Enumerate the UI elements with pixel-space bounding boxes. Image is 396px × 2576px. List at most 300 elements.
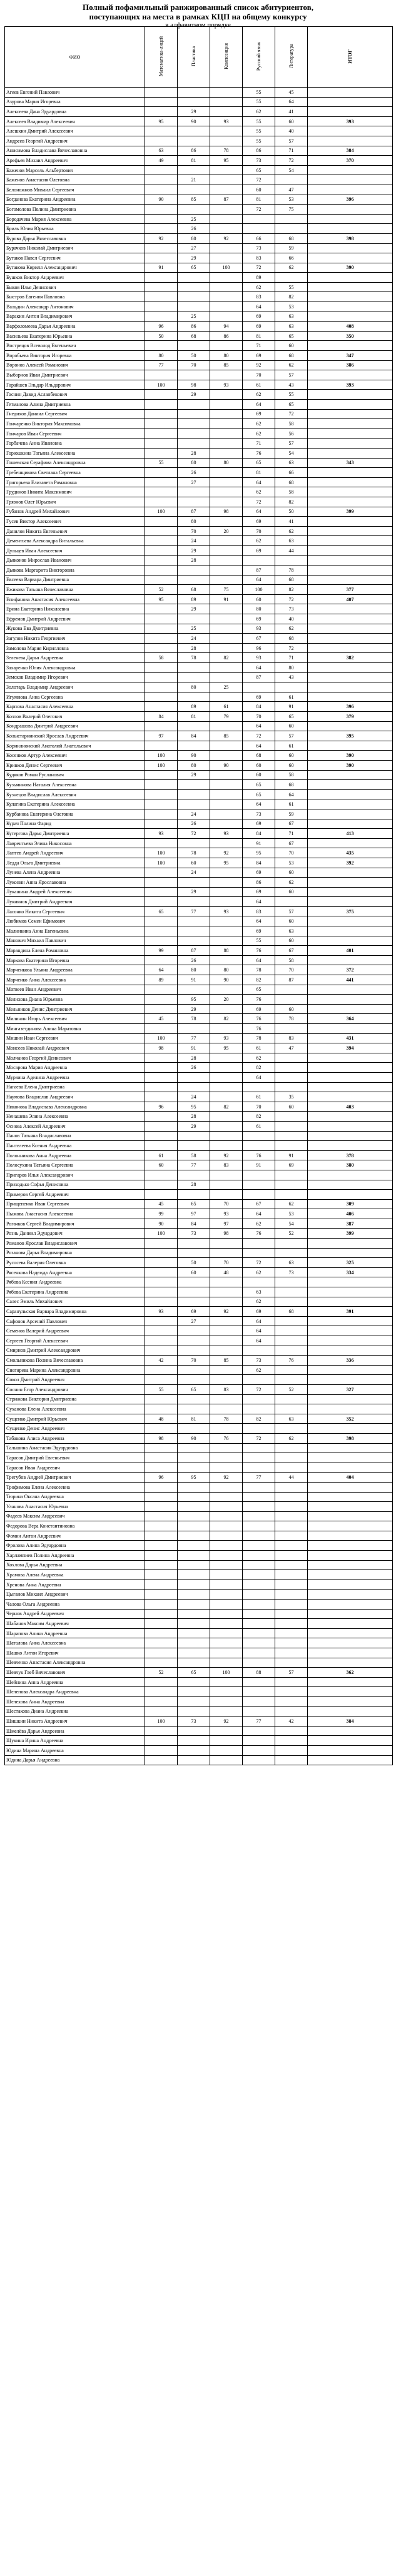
cell-fio: Бурачков Николай Дмитриевич <box>5 243 145 253</box>
cell-fio: Мишин Иван Сергеевич <box>5 1033 145 1043</box>
cell-russian: 62 <box>243 1219 275 1229</box>
cell-russian: 62 <box>243 428 275 439</box>
cell-total <box>308 214 393 224</box>
cell-total <box>308 292 393 302</box>
table-row <box>5 1424 393 1434</box>
table-row <box>5 292 393 302</box>
col-header-russian-label: Русский язык <box>256 41 261 71</box>
col-header-literature-label: Литература <box>288 44 294 69</box>
cell-total <box>308 497 393 507</box>
cell-composition: 80 <box>210 351 243 361</box>
cell-composition <box>210 1072 243 1082</box>
cell-literature: 60 <box>275 1004 308 1014</box>
cell-composition <box>210 1024 243 1034</box>
table-row <box>5 1287 393 1297</box>
cell-fio: Вальдин Александр Антонович <box>5 302 145 312</box>
cell-math <box>145 1511 178 1521</box>
cell-literature: 76 <box>275 1356 308 1366</box>
cell-math: 99 <box>145 946 178 956</box>
cell-fio: Быстров Евгения Павловна <box>5 292 145 302</box>
cell-fio: Мельников Денис Дмитриевич <box>5 1004 145 1014</box>
cell-total <box>308 1648 393 1658</box>
cell-math <box>145 273 178 283</box>
cell-fio: Дьяконов Мирослав Иванович <box>5 555 145 565</box>
cell-russian <box>243 1619 275 1629</box>
cell-russian <box>243 1677 275 1687</box>
cell-math <box>145 1297 178 1307</box>
cell-math <box>145 487 178 497</box>
cell-fio: Шарапова Алина Андреевна <box>5 1628 145 1638</box>
cell-physics: 77 <box>178 1033 210 1043</box>
cell-math: 100 <box>145 760 178 770</box>
cell-total <box>308 1696 393 1706</box>
cell-fio: Горбачева Анна Ивановна <box>5 439 145 449</box>
cell-physics <box>178 1580 210 1590</box>
cell-math <box>145 624 178 634</box>
table-row <box>5 439 393 449</box>
cell-math: 65 <box>145 906 178 916</box>
cell-literature: 53 <box>275 858 308 868</box>
cell-fio: Рябова Ксения Андреевна <box>5 1277 145 1287</box>
cell-composition <box>210 497 243 507</box>
cell-total <box>308 1063 393 1073</box>
cell-math <box>145 809 178 819</box>
cell-literature <box>275 1424 308 1434</box>
cell-math: 93 <box>145 1307 178 1317</box>
cell-literature: 58 <box>275 770 308 780</box>
cell-literature <box>275 1365 308 1375</box>
table-row <box>5 1190 393 1200</box>
cell-total <box>308 1531 393 1541</box>
cell-fio: Мингазетдинова Алина Маратовна <box>5 1024 145 1034</box>
cell-composition: 70 <box>210 1199 243 1209</box>
cell-literature: 44 <box>275 545 308 555</box>
cell-fio: Андреев Георгий Андреевич <box>5 136 145 146</box>
cell-russian: 76 <box>243 946 275 956</box>
cell-physics <box>178 419 210 429</box>
cell-math: 80 <box>145 351 178 361</box>
cell-literature: 40 <box>275 126 308 136</box>
cell-russian: 89 <box>243 273 275 283</box>
cell-russian: 69 <box>243 517 275 527</box>
cell-physics <box>178 428 210 439</box>
cell-physics: 73 <box>178 1716 210 1727</box>
cell-russian <box>243 224 275 234</box>
cell-physics: 28 <box>178 555 210 565</box>
cell-fio: Пыжова Анастасия Алексеевна <box>5 1209 145 1219</box>
cell-total <box>308 995 393 1005</box>
cell-literature <box>275 1248 308 1258</box>
cell-physics <box>178 292 210 302</box>
cell-fio: Шевченко Анастасия Александровна <box>5 1658 145 1668</box>
cell-literature: 54 <box>275 165 308 175</box>
cell-composition <box>210 428 243 439</box>
cell-composition <box>210 165 243 175</box>
cell-math <box>145 897 178 907</box>
cell-fio: Прищепенко Иван Сергеевич <box>5 1199 145 1209</box>
cell-composition <box>210 955 243 965</box>
cell-total <box>308 1755 393 1765</box>
cell-literature <box>275 1551 308 1561</box>
table-row <box>5 731 393 741</box>
table-row <box>5 594 393 604</box>
cell-total: 347 <box>308 351 393 361</box>
cell-math <box>145 1590 178 1600</box>
cell-literature: 54 <box>275 1219 308 1229</box>
table-row <box>5 1404 393 1414</box>
cell-russian <box>243 1082 275 1092</box>
cell-physics <box>178 663 210 673</box>
cell-math <box>145 341 178 351</box>
cell-literature: 68 <box>275 575 308 585</box>
cell-total <box>308 1326 393 1336</box>
cell-literature <box>275 1502 308 1512</box>
cell-physics <box>178 97 210 107</box>
cell-total <box>308 868 393 878</box>
cell-literature <box>275 1443 308 1453</box>
cell-math <box>145 497 178 507</box>
table-row <box>5 224 393 234</box>
cell-literature <box>275 224 308 234</box>
cell-physics <box>178 897 210 907</box>
cell-fio: Стрижова Виктория Дмитриевна <box>5 1394 145 1404</box>
cell-total: 384 <box>308 146 393 156</box>
cell-literature: 71 <box>275 146 308 156</box>
cell-total <box>308 273 393 283</box>
cell-total <box>308 1024 393 1034</box>
table-row <box>5 1706 393 1716</box>
cell-total: 309 <box>308 1199 393 1209</box>
cell-fio: Арефьев Михаил Андреевич <box>5 156 145 166</box>
cell-composition <box>210 614 243 624</box>
cell-fio: Пантелеева Ксения Андреевна <box>5 1141 145 1151</box>
cell-russian: 64 <box>243 897 275 907</box>
cell-russian <box>243 1696 275 1706</box>
cell-literature: 63 <box>275 926 308 936</box>
cell-math <box>145 517 178 527</box>
cell-fio: Фадеев Максим Андреевич <box>5 1511 145 1521</box>
cell-composition <box>210 1638 243 1648</box>
table-row <box>5 712 393 722</box>
table-row <box>5 146 393 156</box>
table-row <box>5 1394 393 1404</box>
cell-physics <box>178 936 210 946</box>
cell-composition: 82 <box>210 653 243 663</box>
cell-fio: Бушков Виктор Андреевич <box>5 273 145 283</box>
cell-physics: 28 <box>178 1053 210 1063</box>
cell-composition <box>210 1287 243 1297</box>
cell-fio: Матвеев Иван Андреевич <box>5 985 145 995</box>
cell-composition: 82 <box>210 1014 243 1024</box>
cell-math <box>145 1082 178 1092</box>
cell-math <box>145 205 178 215</box>
table-row <box>5 1531 393 1541</box>
cell-physics <box>178 1570 210 1580</box>
cell-math <box>145 995 178 1005</box>
table-row <box>5 1600 393 1610</box>
cell-composition <box>210 692 243 702</box>
cell-total: 380 <box>308 1160 393 1170</box>
table-row <box>5 1326 393 1336</box>
cell-composition <box>210 1375 243 1385</box>
cell-total <box>308 1687 393 1697</box>
cell-math <box>145 302 178 312</box>
cell-russian: 73 <box>243 1356 275 1366</box>
cell-physics: 26 <box>178 224 210 234</box>
cell-math <box>145 1112 178 1122</box>
cell-russian: 100 <box>243 585 275 595</box>
cell-composition <box>210 1141 243 1151</box>
cell-fio: Дементьева Александра Витальевна <box>5 536 145 546</box>
table-row <box>5 760 393 770</box>
cell-fio: Сергеев Георгий Алексеевич <box>5 1336 145 1346</box>
cell-russian <box>243 1521 275 1531</box>
cell-total <box>308 682 393 692</box>
cell-fio: Чалова Ольга Андреевна <box>5 1600 145 1610</box>
cell-math <box>145 887 178 897</box>
cell-composition <box>210 88 243 98</box>
table-row <box>5 1063 393 1073</box>
cell-fio: Трофимова Елена Алексеевна <box>5 1482 145 1492</box>
cell-composition <box>210 1609 243 1619</box>
table-row <box>5 351 393 361</box>
cell-math: 84 <box>145 712 178 722</box>
table-row <box>5 878 393 888</box>
cell-math <box>145 165 178 175</box>
cell-math <box>145 428 178 439</box>
cell-composition <box>210 741 243 751</box>
cell-total: 350 <box>308 331 393 341</box>
cell-russian <box>243 682 275 692</box>
cell-fio: Молчанов Георгий Денисович <box>5 1053 145 1063</box>
cell-literature: 68 <box>275 780 308 790</box>
cell-russian: 84 <box>243 702 275 712</box>
cell-composition <box>210 1628 243 1638</box>
cell-total: 404 <box>308 1473 393 1483</box>
cell-literature: 62 <box>275 1199 308 1209</box>
cell-fio: Шаталова Анна Алексеевна <box>5 1638 145 1648</box>
cell-russian <box>243 1628 275 1638</box>
cell-composition: 90 <box>210 975 243 985</box>
table-row <box>5 916 393 926</box>
cell-math <box>145 1696 178 1706</box>
cell-fio: Григорьева Елизавета Романовна <box>5 477 145 487</box>
cell-literature: 67 <box>275 819 308 829</box>
cell-literature <box>275 1726 308 1736</box>
cell-total: 372 <box>308 965 393 975</box>
table-row <box>5 233 393 243</box>
cell-russian: 78 <box>243 1033 275 1043</box>
cell-math <box>145 1745 178 1755</box>
cell-math <box>145 419 178 429</box>
cell-russian <box>243 1248 275 1258</box>
cell-russian: 83 <box>243 292 275 302</box>
cell-russian: 62 <box>243 107 275 117</box>
cell-russian: 93 <box>243 653 275 663</box>
cell-fio: Лунева Алена Андреевна <box>5 868 145 878</box>
cell-fio: Курбанова Екатерина Олеговна <box>5 809 145 819</box>
table-row <box>5 1658 393 1668</box>
table-row <box>5 1014 393 1024</box>
cell-fio: Гончаров Иван Сергеевич <box>5 428 145 439</box>
cell-fio: Губанов Андрей Михайлович <box>5 507 145 517</box>
cell-literature: 68 <box>275 233 308 243</box>
cell-physics <box>178 1551 210 1561</box>
cell-physics <box>178 1531 210 1541</box>
cell-total <box>308 243 393 253</box>
cell-russian: 55 <box>243 97 275 107</box>
cell-total: 431 <box>308 1033 393 1043</box>
cell-fio: Лаврентьева Элина Никосовна <box>5 838 145 848</box>
cell-math: 48 <box>145 1414 178 1424</box>
cell-literature <box>275 1346 308 1356</box>
cell-russian: 69 <box>243 614 275 624</box>
cell-literature: 71 <box>275 653 308 663</box>
cell-composition <box>210 1531 243 1541</box>
cell-fio: Баженов Анастасия Олеговна <box>5 175 145 185</box>
table-row <box>5 1112 393 1122</box>
cell-literature: 60 <box>275 936 308 946</box>
cell-physics: 87 <box>178 507 210 517</box>
cell-composition <box>210 624 243 634</box>
cell-math <box>145 185 178 195</box>
cell-composition <box>210 273 243 283</box>
cell-physics: 60 <box>178 858 210 868</box>
cell-fio: Марандина Елена Романовна <box>5 946 145 956</box>
cell-literature: 82 <box>275 292 308 302</box>
cell-fio: Грудинов Никита Максимович <box>5 487 145 497</box>
cell-russian <box>243 1375 275 1385</box>
cell-composition <box>210 1590 243 1600</box>
cell-literature <box>275 1687 308 1697</box>
cell-composition <box>210 1570 243 1580</box>
cell-total: 390 <box>308 263 393 273</box>
table-row <box>5 692 393 702</box>
cell-math <box>145 1424 178 1434</box>
cell-physics <box>178 1170 210 1180</box>
col-header-composition-label: Композиция <box>223 43 229 69</box>
cell-math: 42 <box>145 1356 178 1366</box>
cell-physics <box>178 878 210 888</box>
cell-composition <box>210 175 243 185</box>
cell-russian <box>243 1131 275 1141</box>
cell-physics <box>178 1336 210 1346</box>
cell-literature: 54 <box>275 448 308 458</box>
cell-composition <box>210 126 243 136</box>
cell-math <box>145 1560 178 1570</box>
cell-physics: 26 <box>178 1063 210 1073</box>
cell-fio: Чернов Андрей Андреевич <box>5 1609 145 1619</box>
cell-fio: Захаренко Юлия Александровна <box>5 663 145 673</box>
cell-russian: 81 <box>243 195 275 205</box>
cell-total: 401 <box>308 946 393 956</box>
cell-composition: 83 <box>210 1384 243 1394</box>
table-row <box>5 1277 393 1287</box>
cell-russian: 88 <box>243 1668 275 1678</box>
cell-fio: Федорова Вера Константиновна <box>5 1521 145 1531</box>
cell-russian: 69 <box>243 351 275 361</box>
cell-fio: Приходько Софья Денисовна <box>5 1180 145 1190</box>
cell-literature <box>275 1531 308 1541</box>
cell-literature: 78 <box>275 1014 308 1024</box>
cell-total: 336 <box>308 1356 393 1366</box>
cell-physics <box>178 1648 210 1658</box>
cell-total: 413 <box>308 829 393 839</box>
cell-physics: 78 <box>178 1014 210 1024</box>
cell-fio: Кудяков Роман Русланович <box>5 770 145 780</box>
cell-russian: 55 <box>243 936 275 946</box>
cell-math: 50 <box>145 331 178 341</box>
cell-literature: 61 <box>275 692 308 702</box>
cell-composition: 80 <box>210 965 243 975</box>
cell-literature <box>275 1287 308 1297</box>
cell-literature <box>275 1736 308 1746</box>
cell-russian: 64 <box>243 1316 275 1326</box>
cell-physics <box>178 1024 210 1034</box>
cell-russian <box>243 1453 275 1463</box>
cell-total <box>308 1658 393 1668</box>
table-row <box>5 1239 393 1249</box>
cell-physics <box>178 1726 210 1736</box>
cell-russian <box>243 1404 275 1414</box>
cell-literature: 61 <box>275 799 308 809</box>
cell-total <box>308 136 393 146</box>
cell-total <box>308 1511 393 1521</box>
cell-physics <box>178 1560 210 1570</box>
cell-physics <box>178 1600 210 1610</box>
cell-fio: Баженов Марсель Альбертович <box>5 165 145 175</box>
cell-total <box>308 1521 393 1531</box>
cell-total <box>308 604 393 614</box>
cell-math <box>145 1004 178 1014</box>
cell-total <box>308 741 393 751</box>
table-row <box>5 858 393 868</box>
table-row <box>5 390 393 400</box>
cell-total: 393 <box>308 116 393 126</box>
cell-total <box>308 1492 393 1502</box>
cell-composition <box>210 799 243 809</box>
cell-fio: Белоножнов Михаил Сергеевич <box>5 185 145 195</box>
cell-physics <box>178 1248 210 1258</box>
table-row <box>5 1150 393 1160</box>
cell-literature <box>275 1628 308 1638</box>
cell-literature: 65 <box>275 712 308 722</box>
cell-fio: Снегирева Марина Александровна <box>5 1365 145 1375</box>
cell-physics <box>178 409 210 419</box>
table-row <box>5 536 393 546</box>
cell-fio: Табакова Алиса Андреевна <box>5 1433 145 1443</box>
cell-physics: 29 <box>178 887 210 897</box>
cell-physics <box>178 789 210 799</box>
cell-literature: 70 <box>275 965 308 975</box>
cell-russian: 76 <box>243 1014 275 1024</box>
cell-total <box>308 1316 393 1326</box>
cell-composition <box>210 1326 243 1336</box>
table-row <box>5 643 393 653</box>
cell-literature: 63 <box>275 536 308 546</box>
cell-composition <box>210 1706 243 1716</box>
cell-fio: Загулов Никита Георгиевич <box>5 634 145 644</box>
cell-total <box>308 185 393 195</box>
cell-literature: 42 <box>275 1716 308 1727</box>
cell-math <box>145 526 178 536</box>
table-row <box>5 1580 393 1590</box>
cell-physics <box>178 1658 210 1668</box>
cell-literature: 78 <box>275 565 308 576</box>
cell-literature <box>275 1394 308 1404</box>
table-row <box>5 946 393 956</box>
cell-composition <box>210 517 243 527</box>
